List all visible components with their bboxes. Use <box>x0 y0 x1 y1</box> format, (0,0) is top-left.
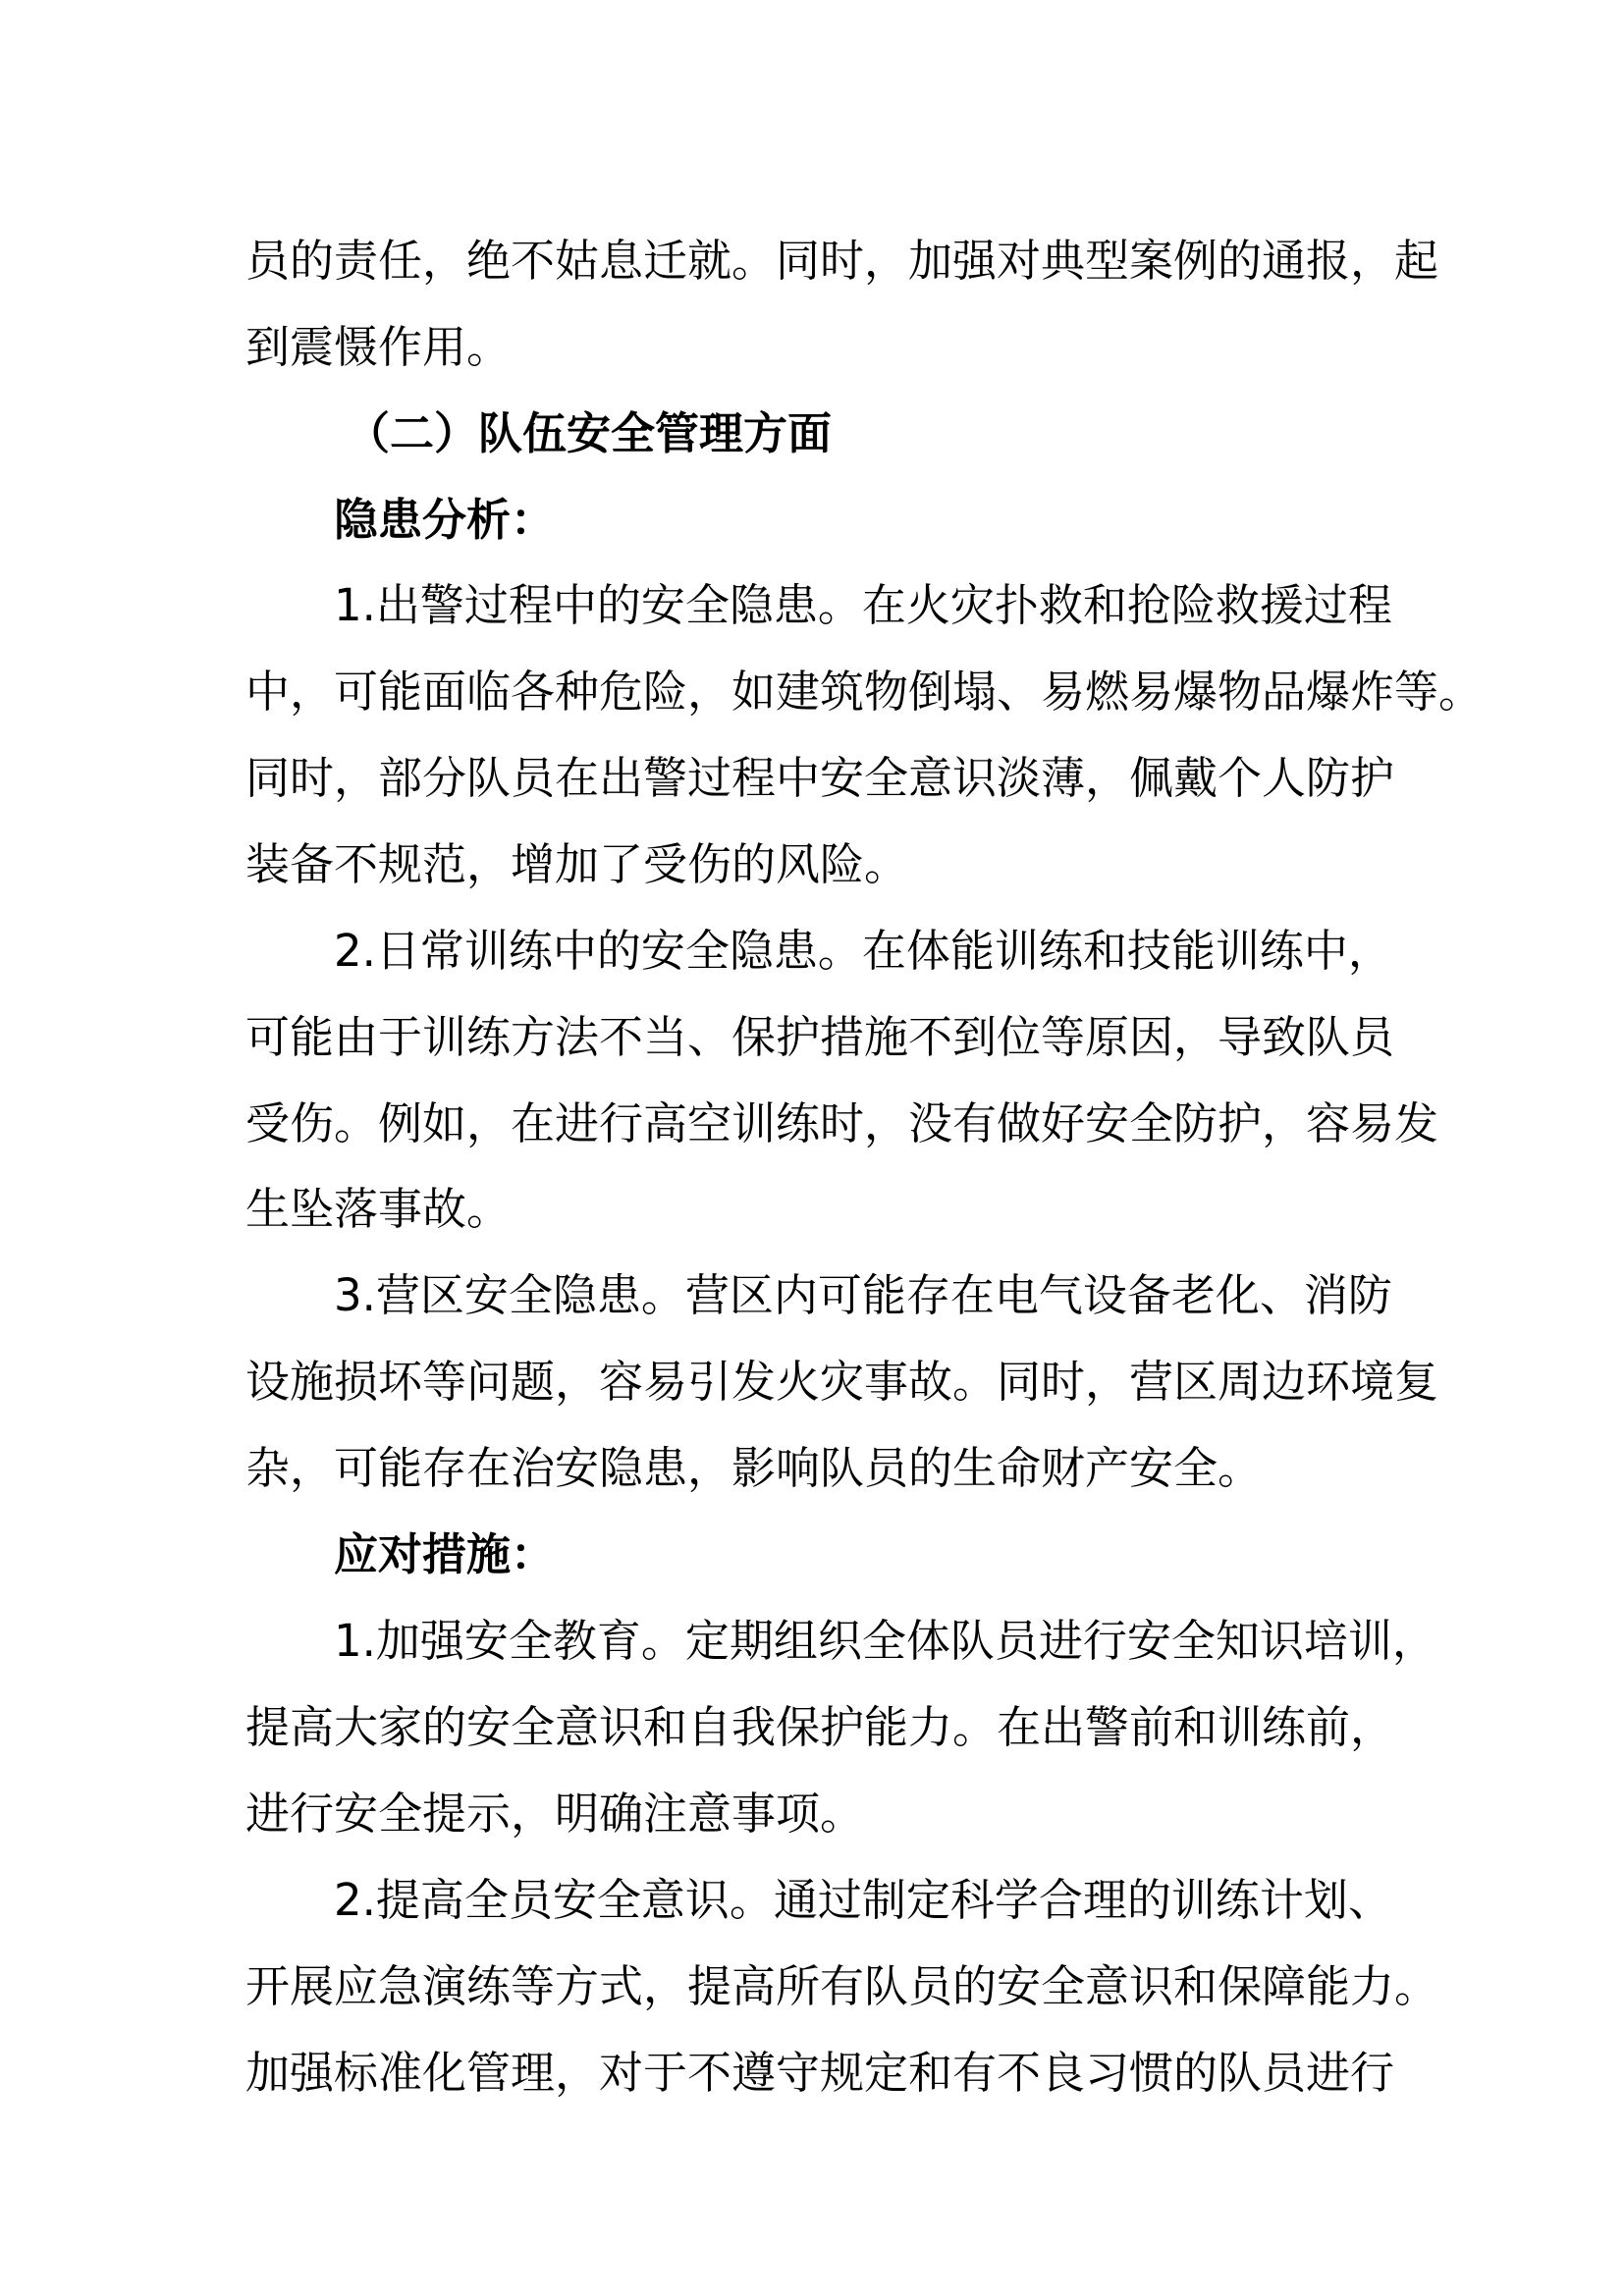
measure-item-2-line: 开展应急演练等方式，提高所有队员的安全意识和保障能力。 <box>245 1960 1439 2012</box>
measure-item-1-line: 提高大家的安全意识和自我保护能力。在出警前和训练前， <box>245 1701 1395 1753</box>
measure-item-2-line: 加强标准化管理，对于不遵守规定和有不良习惯的队员进行 <box>245 2047 1395 2099</box>
body-text-line: 到震慑作用。 <box>245 321 512 373</box>
measure-item-2-line: 2.提高全员安全意识。通过制定科学合理的训练计划、 <box>334 1874 1392 1926</box>
hazard-analysis-heading: 隐患分析： <box>334 494 556 546</box>
measure-item-1-line: 1.加强安全教育。定期组织全体队员进行安全知识培训， <box>334 1615 1436 1667</box>
measures-heading: 应对措施： <box>334 1528 556 1580</box>
hazard-item-1-line: 装备不规范，增加了受伤的风险。 <box>245 838 909 890</box>
hazard-item-3-line: 设施损坏等问题，容易引发火灾事故。同时，营区周边环境复 <box>245 1356 1439 1408</box>
hazard-item-2-line: 可能由于训练方法不当、保护措施不到位等原因，导致队员 <box>245 1011 1395 1063</box>
section-title: （二）队伍安全管理方面 <box>346 407 833 459</box>
hazard-item-2-line: 生坠落事故。 <box>245 1183 512 1235</box>
hazard-item-1-line: 1.出警过程中的安全隐患。在火灾扑救和抢险救援过程 <box>334 579 1392 631</box>
body-text-line: 员的责任，绝不姑息迁就。同时，加强对典型案例的通报，起 <box>245 235 1439 287</box>
hazard-item-1-line: 同时，部分队员在出警过程中安全意识淡薄，佩戴个人防护 <box>245 752 1395 804</box>
hazard-item-3-line: 3.营区安全隐患。营区内可能存在电气设备老化、消防 <box>334 1269 1392 1321</box>
hazard-item-3-line: 杂，可能存在治安隐患，影响队员的生命财产安全。 <box>245 1442 1263 1494</box>
measure-item-1-line: 进行安全提示，明确注意事项。 <box>245 1788 865 1840</box>
hazard-item-2-line: 2.日常训练中的安全隐患。在体能训练和技能训练中， <box>334 925 1392 977</box>
hazard-item-1-line: 中，可能面临各种危险，如建筑物倒塌、易燃易爆物品爆炸等。 <box>245 666 1484 718</box>
hazard-item-2-line: 受伤。例如，在进行高空训练时，没有做好安全防护，容易发 <box>245 1097 1439 1149</box>
